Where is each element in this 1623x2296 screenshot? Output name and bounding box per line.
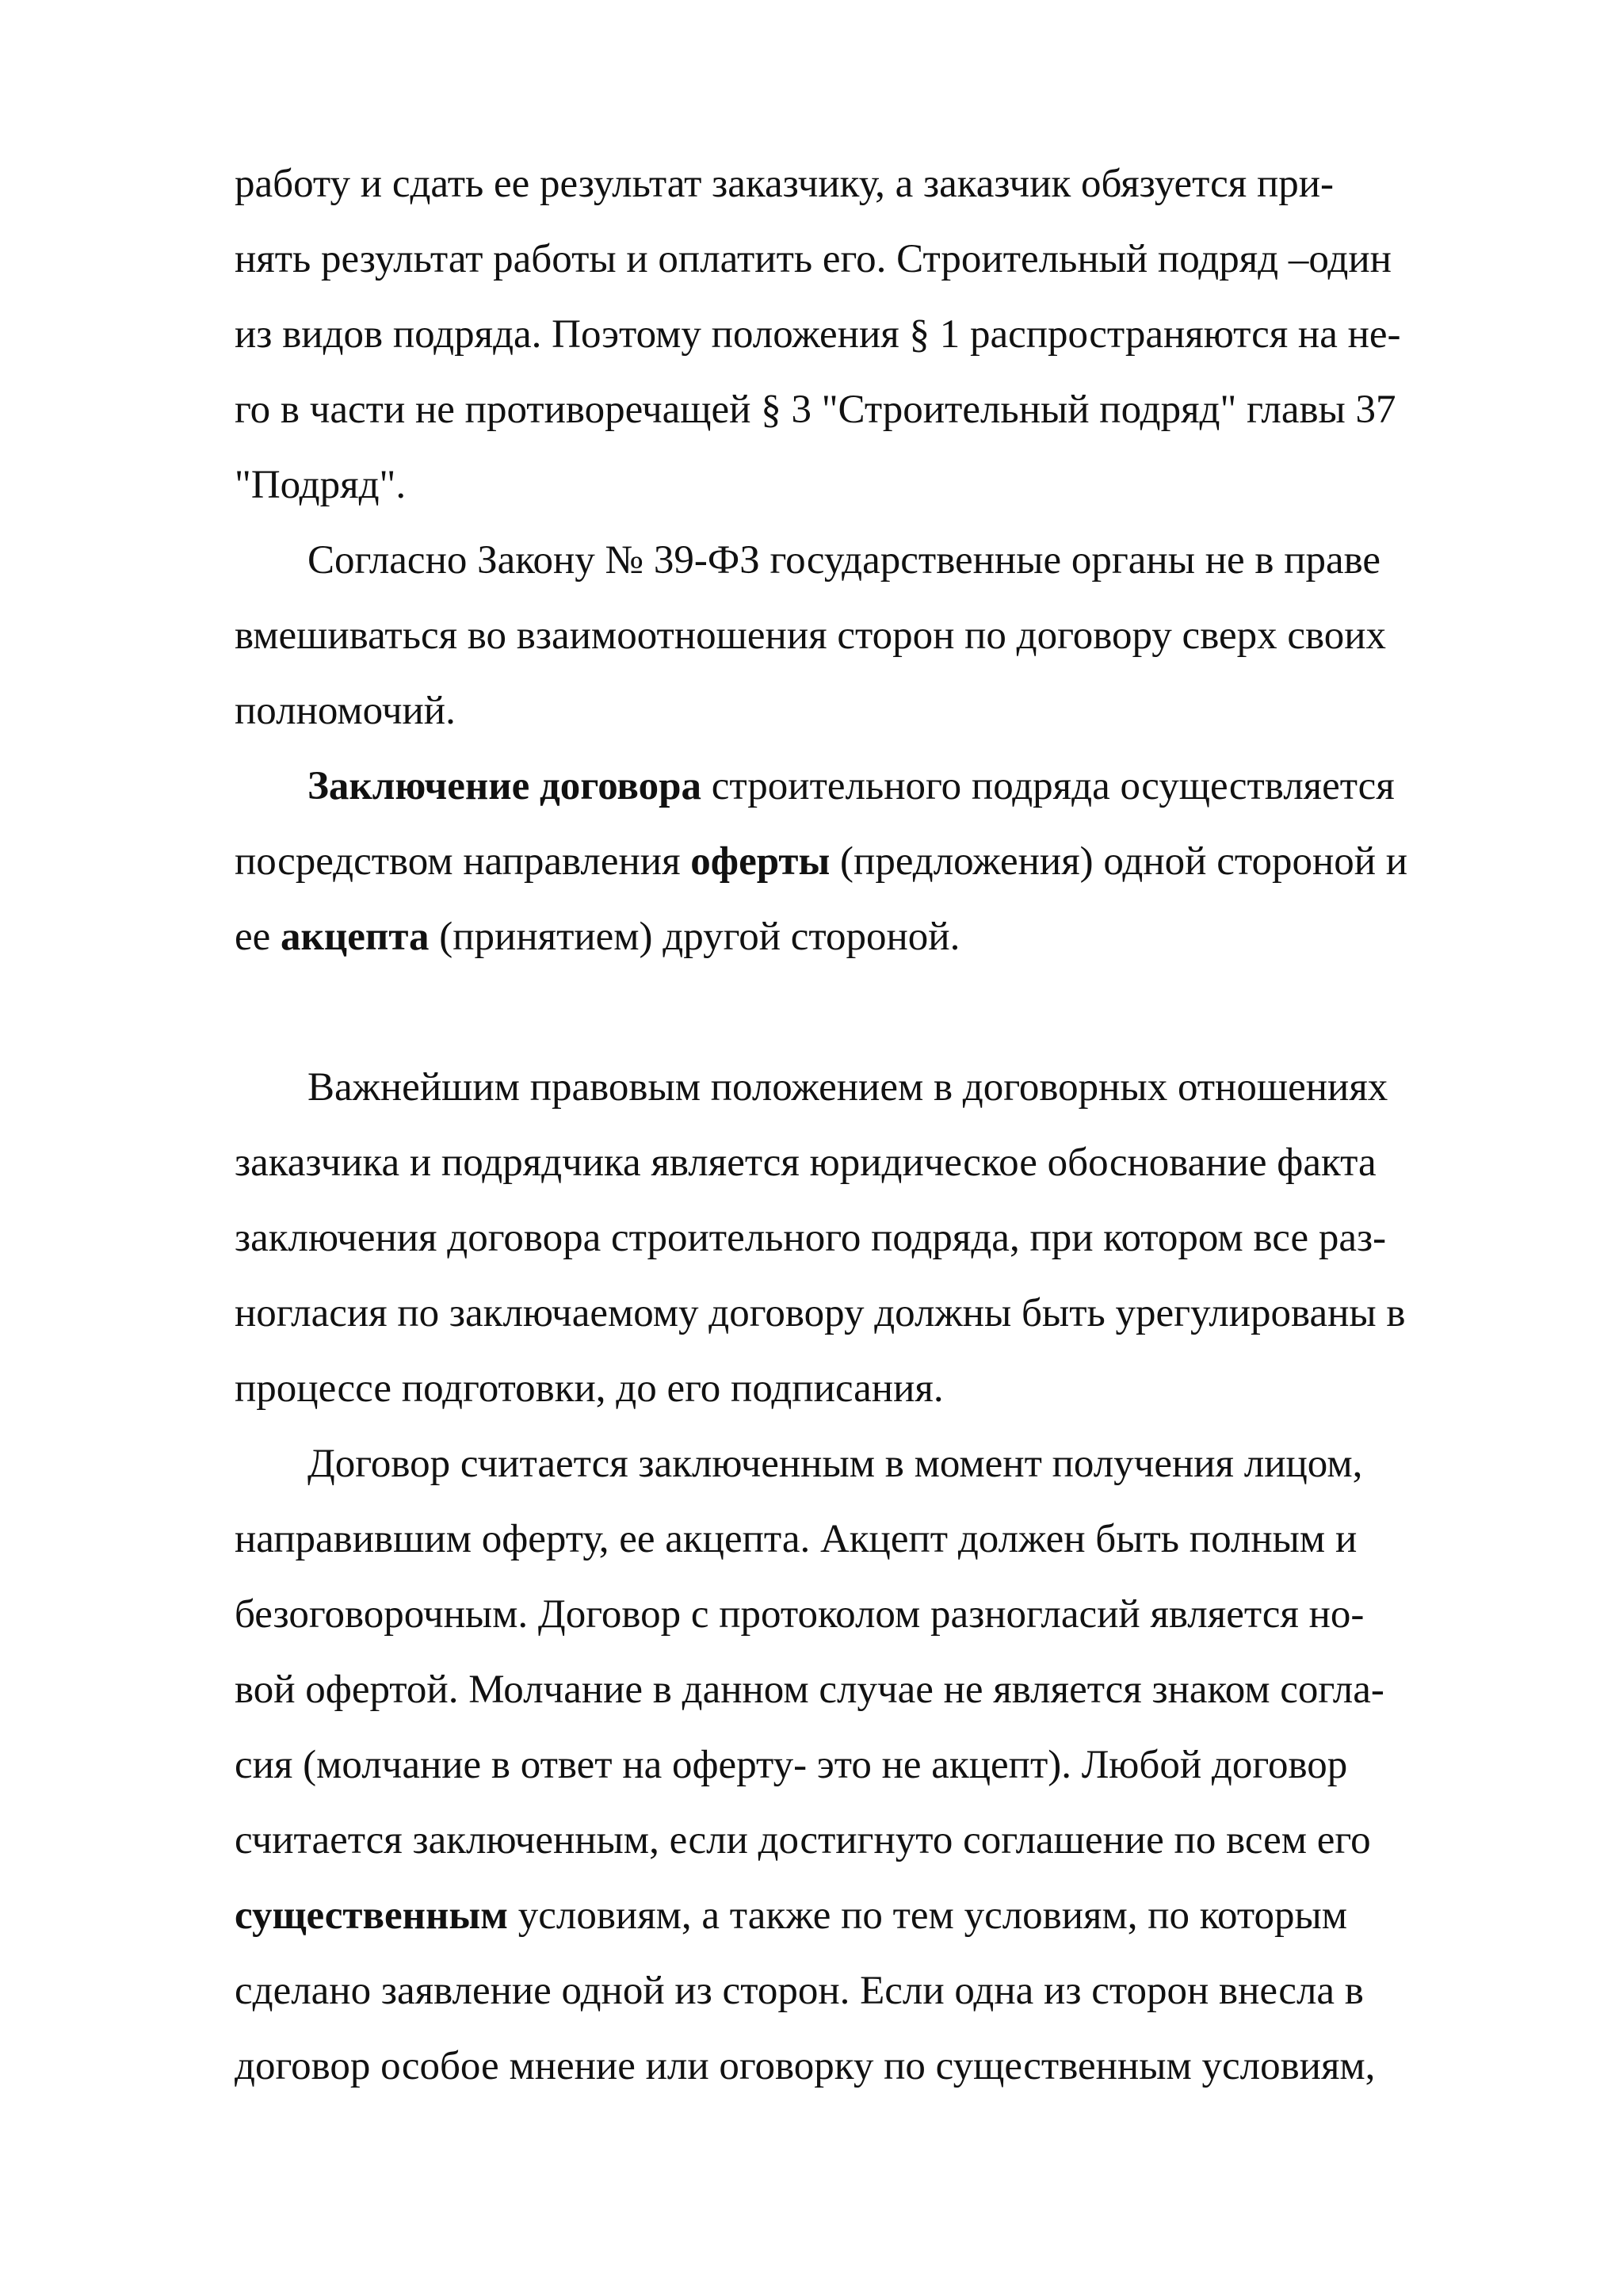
text-line: Заключение договора строительного подряда осуществляется — [307, 764, 1395, 808]
text-line: заключения договора строительного подряда, при котором все раз- — [235, 1216, 1387, 1260]
text-line: договор особое мнение или оговорку по существенным условиям, — [235, 2044, 1376, 2088]
bold-term: оферты — [690, 839, 831, 884]
text-line: сия (молчание в ответ на оферту- это не акцепт). Любой договор — [235, 1743, 1348, 1787]
text-line: безоговорочным. Договор с протоколом разногласий является но- — [235, 1592, 1365, 1637]
bold-term: акцепта — [281, 915, 430, 959]
text-line: из видов подряда. Поэтому положения § 1 распространяются на не- — [235, 312, 1401, 357]
text-line: заказчика и подрядчика является юридическое обоснование факта — [235, 1140, 1377, 1185]
text-line: ногласия по заключаемому договору должны быть урегулированы в — [235, 1291, 1406, 1335]
text-line: "Подряд". — [235, 463, 407, 507]
bold-term: существенным — [235, 1893, 508, 1938]
text-line: вмешиваться во взаимоотношения сторон по договору сверх своих — [235, 613, 1387, 658]
text-line: го в части не противоречащей § 3 "Строительный подряд" главы 37 — [235, 388, 1396, 432]
text-line: посредством направления оферты (предложения) одной стороной и — [235, 839, 1408, 884]
text-line: считается заключенным, если достигнуто соглашение по всем его — [235, 1818, 1371, 1862]
text-line: Согласно Закону № 39-ФЗ государственные органы не в праве — [307, 538, 1381, 583]
text-line: направившим оферту, ее акцепта. Акцепт должен быть полным и — [235, 1517, 1358, 1561]
text-line: сделано заявление одной из сторон. Если одна из сторон внесла в — [235, 1969, 1364, 2013]
text-line: ее акцепта (принятием) другой стороной. — [235, 915, 960, 959]
text-line: работу и сдать ее результат заказчику, а заказчик обязуется при- — [235, 162, 1335, 206]
text-line: полномочий. — [235, 689, 456, 733]
text-line: нять результат работы и оплатить его. Строительный подряд –один — [235, 237, 1392, 281]
text-line: вой офертой. Молчание в данном случае не является знаком согла- — [235, 1668, 1384, 1712]
text-line: Важнейшим правовым положением в договорных отношениях — [307, 1065, 1388, 1110]
text-line: процессе подготовки, до его подписания. — [235, 1366, 944, 1411]
bold-term: Заключение договора — [307, 764, 701, 808]
text-line: Договор считается заключенным в момент получения лицом, — [307, 1442, 1363, 1486]
text-line: существенным условиям, а также по тем условиям, по которым — [235, 1893, 1347, 1938]
